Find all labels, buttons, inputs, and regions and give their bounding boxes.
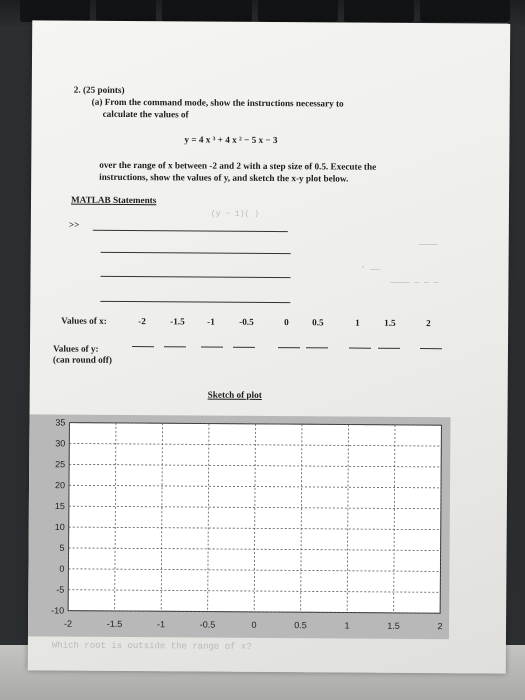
sketch-plot [28, 414, 451, 639]
problem-desc-1: over the range of x between -2 and 2 with a step size of 0.5. Execute the [99, 159, 377, 172]
y-tick-label: 0 [59, 563, 65, 574]
y-value-blank[interactable] [132, 346, 154, 347]
plot-area [68, 423, 441, 614]
values-x-label: Values of x: [61, 315, 107, 326]
y-value-blank[interactable] [420, 348, 442, 349]
matlab-answer-line-4[interactable] [100, 301, 290, 303]
x-tick-label: 0 [251, 619, 257, 630]
values-y-note: (can round off) [52, 354, 112, 365]
bleed-through-text: (y − 1)( ) [210, 209, 259, 219]
y-value-blank[interactable] [349, 348, 371, 349]
x-tick-label: 2 [437, 621, 443, 632]
x-tick-label: -1.5 [106, 618, 123, 629]
problem-part-a-cont: calculate the values of [102, 108, 189, 120]
matlab-prompt: >> [68, 219, 80, 230]
x-value: -0.5 [239, 316, 254, 327]
x-value: -2 [138, 316, 146, 327]
values-x-row [30, 312, 508, 329]
y-value-blank[interactable] [233, 347, 255, 348]
bleed-through-text: ' ── [360, 265, 380, 275]
y-value-blank[interactable] [164, 346, 186, 347]
y-tick-label: 15 [54, 501, 65, 512]
matlab-heading: MATLAB Statements [70, 194, 157, 206]
x-tick-label: 1 [344, 620, 350, 631]
x-value: 1 [355, 317, 360, 328]
y-tick-label: 30 [55, 438, 66, 449]
x-value: 0 [284, 317, 289, 328]
y-tick-label: 10 [54, 521, 65, 533]
bleed-through-text: Which root is outside the range of x? [51, 640, 252, 652]
matlab-answer-line-2[interactable] [101, 252, 291, 254]
x-value: -1.5 [170, 316, 185, 327]
y-tick-label: 20 [54, 480, 66, 491]
problem-desc-2: instructions, show the values of y, and sketch the x-y plot below. [99, 171, 349, 184]
equation: y = 4 x ³ + 4 x ² − 5 x − 3 [184, 134, 278, 146]
matlab-answer-line-3[interactable] [100, 276, 290, 278]
y-tick-label: -10 [51, 605, 65, 616]
bleed-through-text: ──── ─ ─ ─ [390, 278, 439, 289]
y-tick-label: 25 [55, 459, 66, 470]
y-value-blank[interactable] [278, 347, 300, 348]
bleed-through-text: ──── [418, 241, 438, 251]
plot-frame [28, 414, 451, 639]
x-value: 2 [426, 318, 431, 329]
y-value-blank[interactable] [201, 347, 223, 348]
y-tick-label: 35 [55, 417, 66, 428]
x-tick-label: 0.5 [294, 620, 307, 631]
values-y-blanks [30, 345, 508, 352]
x-tick-label: -1 [157, 619, 166, 630]
y-tick-label: 5 [59, 542, 65, 553]
y-value-blank[interactable] [306, 347, 328, 348]
sketch-heading: Sketch of plot [207, 389, 262, 400]
x-value: 1.5 [384, 317, 396, 328]
problem-part-a: (a) From the command mode, show the instructions necessary to [91, 96, 344, 109]
x-tick-label: -0.5 [199, 619, 216, 630]
x-tick-label: 1.5 [387, 620, 400, 631]
x-tick-label: -2 [64, 618, 73, 629]
x-value: -1 [207, 316, 215, 327]
values-y-label: Values of y: [52, 343, 99, 354]
matlab-answer-line-1[interactable] [93, 230, 288, 232]
x-value: 0.5 [312, 317, 324, 328]
y-tick-label: -5 [56, 584, 65, 595]
y-value-blank[interactable] [378, 348, 400, 349]
problem-number: 2. (25 points) [73, 84, 125, 95]
worksheet-paper [28, 20, 511, 673]
